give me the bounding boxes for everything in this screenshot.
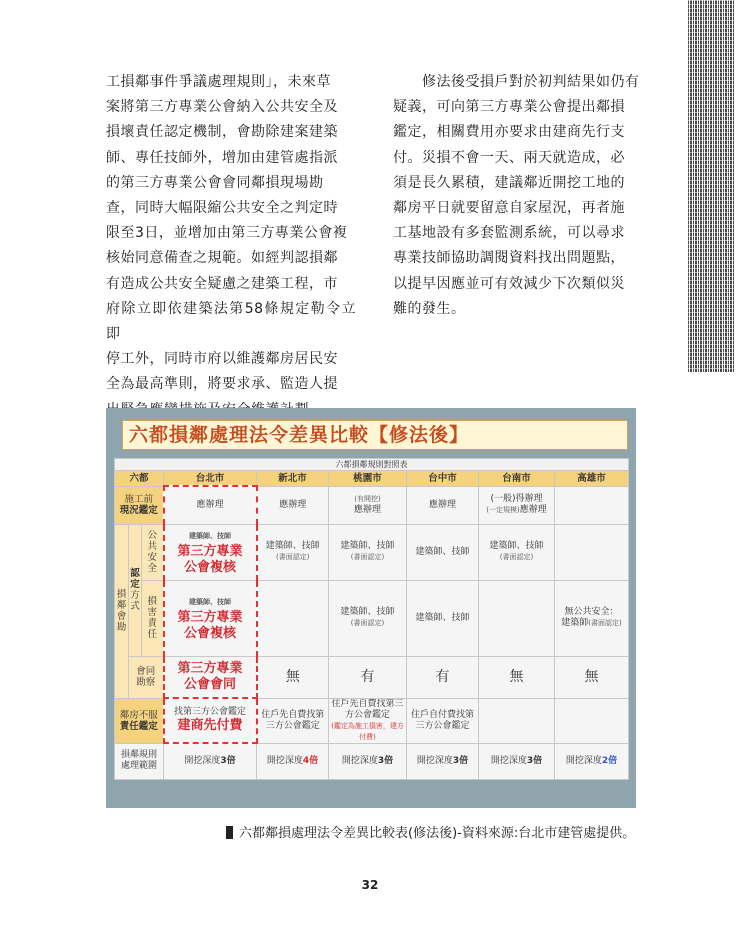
right-paragraph-line: 修法後受損戶對於初判結果如仍有 [393,74,640,90]
cell-joint-kaohsiung: 無 [555,656,629,698]
cell-damage-taipei: 建築師、技師 第三方專業 公會複核 [164,580,257,656]
right-paragraph-line: 疑義，可向第三方專業公會提出鄰損 [393,99,625,116]
right-paragraph-line: 鄰房平日就要留意自家屋況，再者施 [393,200,625,217]
left-paragraph-line: 限至3日，並增加由第三方專業公會複 [106,225,348,242]
left-paragraph-line: 的第三方專業公會會同鄰損現場勘 [106,174,324,191]
left-paragraph-line: 損壞責任認定機制，會勘除建案建築 [106,124,338,141]
header-taoyuan: 桃園市 [329,471,407,487]
cell-current-taichung: 應辦理 [407,486,479,524]
row-label-joint-inspection: 會同 勘察 [129,656,164,698]
left-paragraph-line: 府除立即依建築法第58條規定勒令立即 [106,300,356,343]
header-tainan: 台南市 [479,471,555,487]
cell-dispute-kaohsiung [555,698,629,743]
cell-damage-tainan [479,580,555,656]
left-paragraph-line: 案將第三方專業公會納入公共安全及 [106,99,338,116]
cell-public-taipei: 建築師、技師 第三方專業 公會複核 [164,524,257,580]
row-label-current-survey: 施工前 現況鑑定 [115,486,164,524]
left-paragraph-line: 有造成公共安全疑慮之建築工程，市 [106,275,338,292]
right-paragraph-line: 難的發生。 [393,300,466,317]
left-paragraph-line: 師、專任技師外，增加由建管處指派 [106,149,338,166]
cell-public-kaohsiung [555,524,629,580]
left-paragraph-line: 停工外，同時市府以維護鄰房居民安 [106,351,338,368]
row-label-damage-liability: 損 害 責 任 [142,580,164,656]
cell-joint-taichung: 有 [407,656,479,698]
table-caption: 六都損鄰規則對照表 [115,459,629,471]
cell-dispute-taichung: 住戶自付費找第三方公會鑑定 [407,698,479,743]
cell-public-newtaipei: 建築師、技師 (書面認定) [257,524,329,580]
cell-current-tainan: (一般)得辦理 (一定規模)應辦理 [479,486,555,524]
header-corner: 六都 [115,471,164,487]
cell-dispute-taipei: 找第三方公會鑑定 建商先付費 [164,698,257,743]
right-paragraph-line: 專業技師協助調閱資料找出問題點， [393,250,625,267]
cell-joint-newtaipei: 無 [257,656,329,698]
comparison-table [114,458,629,780]
cell-damage-kaohsiung: 無公共安全： 建築師(書面認定) [555,580,629,656]
header-taipei: 台北市 [164,471,257,487]
cell-damage-newtaipei [257,580,329,656]
cell-dispute-taoyuan: 住戶先自費找第三方公會鑑定 (鑑定為施工損害，建方付費) [329,698,407,743]
subgroup-label-method: 認 定 方 式 [129,524,142,656]
cell-damage-taichung: 建築師、技師 [407,580,479,656]
right-paragraph-line: 工基地設有多套監測系統，可以尋求 [393,225,625,242]
cell-damage-taoyuan: 建築師、技師 (書面認定) [329,580,407,656]
right-paragraph-line: 以提早因應並可有效減少下次類似災 [393,275,625,292]
page-number: 32 [361,878,379,892]
group-label-joint-survey: 損 鄰 會 勘 [115,524,129,698]
left-text-column [106,70,356,423]
cell-dispute-newtaipei: 住戶先自費找第三方公會鑑定 [257,698,329,743]
left-paragraph-line: 查，同時大幅限縮公共安全之判定時 [106,200,338,217]
cell-scope-taoyuan: 開挖深度3倍 [329,743,407,779]
caption-square-icon [226,826,233,839]
cell-scope-tainan: 開挖深度3倍 [479,743,555,779]
right-paragraph-line: 付。災損不會一天、兩天就造成，必 [393,149,625,166]
cell-current-taoyuan: (有開挖) 應辦理 [329,486,407,524]
right-paragraph-line: 鑑定，相關費用亦要求由建商先行支 [393,124,625,141]
cell-scope-taipei: 開挖深度3倍 [164,743,257,779]
figure-caption: 六都鄰損處理法令差異比較表(修法後)-資料來源:台北市建管處提供。 [226,822,635,841]
header-taichung: 台中市 [407,471,479,487]
right-paragraph-line: 須是長久累積，建議鄰近開挖工地的 [393,174,625,191]
cell-scope-taichung: 開挖深度3倍 [407,743,479,779]
cell-scope-newtaipei: 開挖深度4倍 [257,743,329,779]
cell-joint-taoyuan: 有 [329,656,407,698]
cell-current-kaohsiung [555,486,629,524]
figure-title: 六都損鄰處理法令差異比較【修法後】 [122,420,628,450]
cell-public-taichung: 建築師、技師 [407,524,479,580]
header-kaohsiung: 高雄市 [555,471,629,487]
cell-dispute-tainan [479,698,555,743]
left-paragraph-line: 核始同意備查之規範。如經判認損鄰 [106,250,338,267]
comparison-figure [106,408,636,808]
right-text-column [393,70,645,322]
cell-scope-kaohsiung: 開挖深度2倍 [555,743,629,779]
row-label-dispute: 鄰房不服 責任鑑定 [115,698,164,743]
header-newtaipei: 新北市 [257,471,329,487]
scan-margin-barcode [688,0,734,372]
left-paragraph-line: 工損鄰事件爭議處理規則」，未來草 [106,74,331,90]
cell-current-taipei: 應辦理 [164,486,257,524]
cell-joint-tainan: 無 [479,656,555,698]
cell-public-taoyuan: 建築師、技師 (書面認定) [329,524,407,580]
cell-public-tainan: 建築師、技師 (書面認定) [479,524,555,580]
cell-joint-taipei: 第三方專業 公會會同 [164,656,257,698]
left-paragraph-line: 全為最高準則，將要求承、監造人提 [106,376,338,393]
cell-current-newtaipei: 應辦理 [257,486,329,524]
row-label-scope: 損鄰規則 處理範圍 [115,743,164,779]
row-label-public-safety: 公 共 安 全 [142,524,164,580]
